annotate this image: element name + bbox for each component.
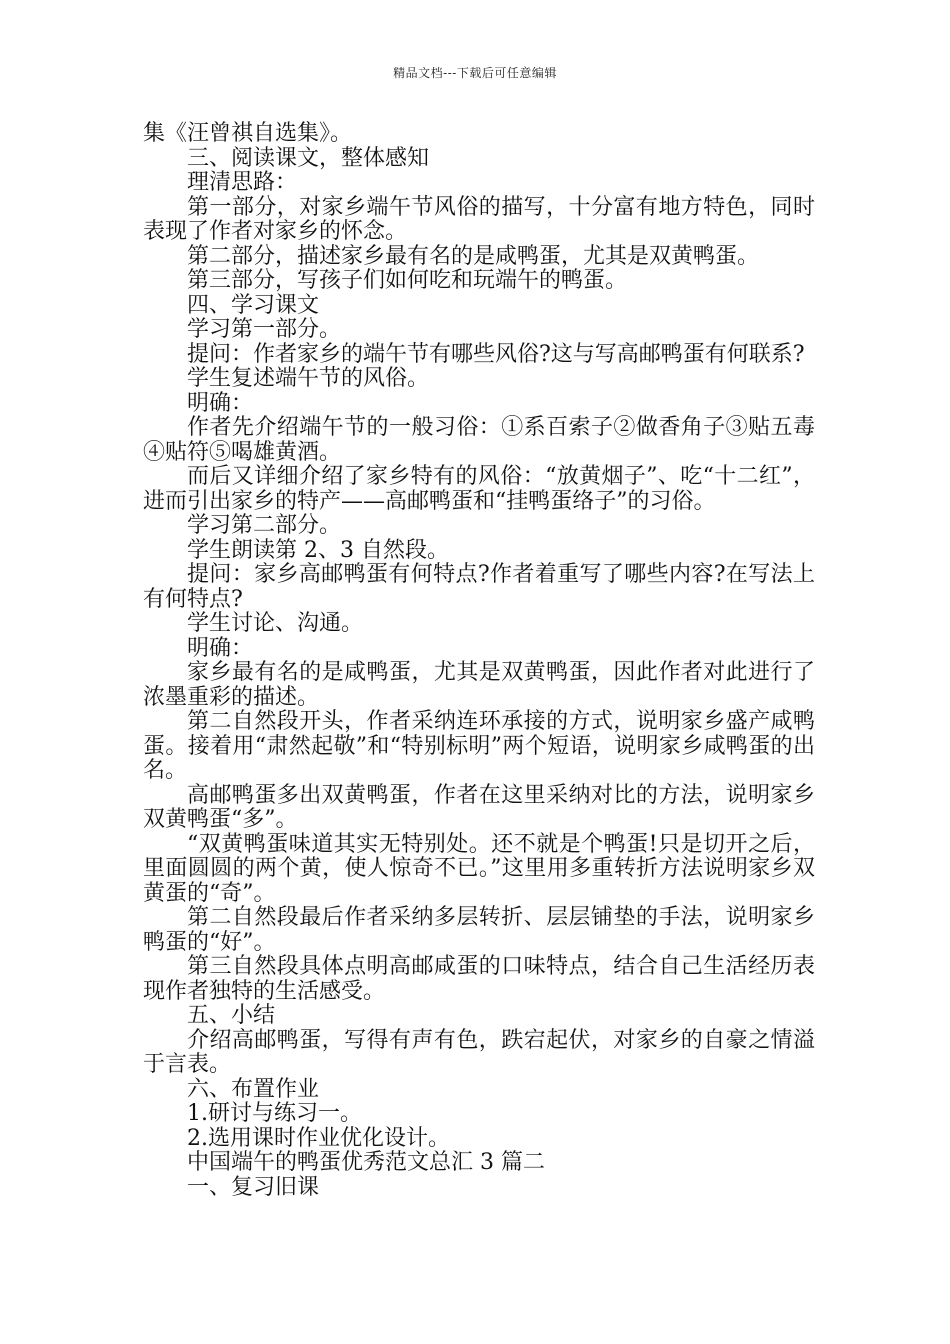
paragraph: 学习第二部分。 [187, 513, 342, 538]
paragraph: 学习第一部分。 [187, 317, 342, 342]
page-header: 精品文档---下载后可任意编辑 [393, 66, 557, 80]
paragraph: 三、阅读课文，整体感知 [187, 145, 430, 171]
paragraph: 五、小结 [187, 1003, 276, 1028]
paragraph: 学生复述端午节的风俗。 [187, 366, 430, 391]
paragraph: 六、布置作业 [187, 1076, 320, 1102]
paragraph: 作者先介绍端午节的一般习俗：①系百索子②做香角子③贴五毒④贴符⑤喝雄黄酒。 [143, 415, 815, 465]
document-body [143, 122, 815, 1200]
paragraph: 明确： [187, 390, 254, 416]
paragraph: 介绍高邮鸭蛋，写得有声有色，跌宕起伏，对家乡的自豪之情溢于言表。 [143, 1027, 815, 1077]
paragraph: 一、复习旧课 [187, 1174, 320, 1200]
paragraph: 第三部分，写孩子们如何吃和玩端午的鸭蛋。 [187, 268, 628, 293]
paragraph: 2.选用课时作业优化设计。 [187, 1125, 450, 1151]
paragraph: 理清思路： [187, 170, 298, 195]
paragraph: 集《汪曾祺自选集》。 [143, 121, 353, 146]
paragraph: 第二自然段最后作者采纳多层转折、层层铺垫的手法，说明家乡鸭蛋的“好”。 [143, 905, 815, 955]
paragraph: 第二部分，描述家乡最有名的是咸鸭蛋，尤其是双黄鸭蛋。 [187, 243, 760, 269]
paragraph: 第二自然段开头，作者采纳连环承接的方式，说明家乡盛产咸鸭蛋。接着用“肃然起敬”和“特别标明”两个短语，说明家乡咸鸭蛋的出名。 [143, 709, 815, 783]
paragraph: 高邮鸭蛋多出双黄鸭蛋，作者在这里采纳对比的方法，说明家乡双黄鸭蛋“多”。 [143, 782, 815, 832]
paragraph: 学生讨论、沟通。 [187, 611, 364, 636]
paragraph: 第一部分，对家乡端午节风俗的描写，十分富有地方特色，同时表现了作者对家乡的怀念。 [143, 194, 815, 244]
paragraph: 提问：作者家乡的端午节有哪些风俗?这与写高邮鸭蛋有何联系? [187, 341, 805, 367]
paragraph: 家乡最有名的是咸鸭蛋，尤其是双黄鸭蛋，因此作者对此进行了浓墨重彩的描述。 [143, 660, 815, 710]
paragraph: 而后又详细介绍了家乡特有的风俗：“放黄烟子”、吃“十二红”，进而引出家乡的特产——高邮鸭蛋和“挂鸭蛋络子”的习俗。 [143, 464, 815, 514]
paragraph: 中国端午的鸭蛋优秀范文总汇 3 篇二 [187, 1150, 545, 1175]
paragraph: 学生朗读第 2、3 自然段。 [187, 537, 449, 563]
paragraph: 1.研讨与练习一。 [187, 1101, 362, 1126]
paragraph: 第三自然段具体点明高邮咸蛋的口味特点，结合自己生活经历表现作者独特的生活感受。 [143, 954, 815, 1004]
paragraph: 明确： [187, 635, 254, 661]
paragraph: 四、学习课文 [187, 292, 320, 318]
paragraph: “双黄鸭蛋味道其实无特别处。还不就是个鸭蛋!只是切开之后，里面圆圆的两个黄，使人惊奇不已。”这里用多重转折方法说明家乡双黄蛋的“奇”。 [143, 831, 815, 906]
paragraph: 提问：家乡高邮鸭蛋有何特点?作者着重写了哪些内容?在写法上有何特点? [143, 562, 815, 612]
